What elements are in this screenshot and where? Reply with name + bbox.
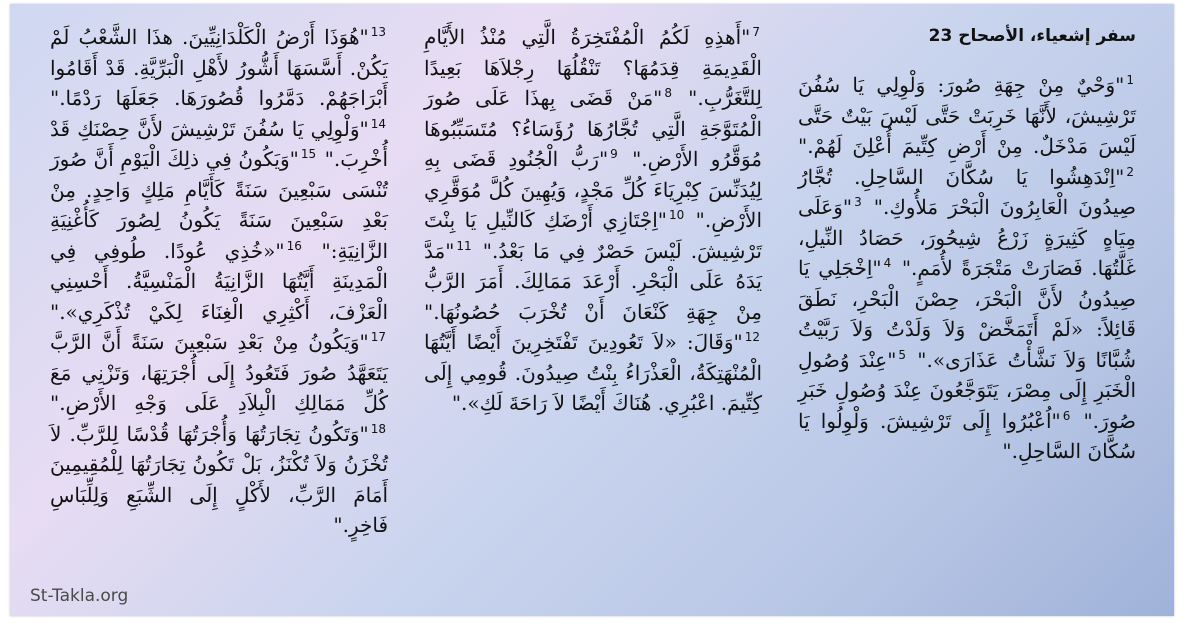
text-column-right: [798, 70, 1136, 610]
verse-number: 12: [744, 330, 760, 345]
verse-number: 18: [370, 421, 386, 436]
chapter-title: سفر إشعياء، الأصحاح 23: [928, 26, 1136, 46]
verse-number: 11: [456, 238, 472, 253]
verse-number: 9: [610, 147, 618, 162]
verse-number: 13: [370, 25, 386, 40]
verse-number: 7: [752, 25, 760, 40]
verse-text: "وَلْوِلِي يَا سُفُنَ تَرْشِيشَ لأَنَّ حِصْنَكِ قَدْ أُخْرِبَ.": [50, 116, 388, 171]
verse-text: "اِنْدَهِشُوا يَا سُكَّانَ السَّاحِلِ. تُجَّارُ صِيدُونَ الْعَابِرُونَ الْبَحْرَ مَلأُوكِ.": [798, 164, 1137, 219]
chapter-card: [10, 4, 1174, 616]
verse-text: "وَحْيٌ مِنْ جِهَةِ صُورَ: وَلْوِلِي يَا سُفُنَ تَرْشِيشَ، لأَنَّهَا خَرِبَتْ حَتَّى لَيْسَ بَيْتٌ حَتَّى لَيْسَ مَدْخَلٌ. مِنْ أَرْضِ كِتِّيمَ أُعْلِنَ لَهُمْ.": [798, 73, 1136, 158]
verse-number: 1: [1126, 73, 1134, 88]
verse-text: "أَهذِهِ لَكُمُ الْمُفْتَخِرَةُ الَّتِي مُنْذُ الأَيَّامِ الْقَدِيمَةِ قِدَمُهَا؟ تَنْقُلُهَا رِجْلاَهَا بَعِيدًا لِلتَّغَرُّبِ.": [424, 25, 762, 110]
verse-text: "«خُذِي عُودًا. طُوفِي فِي الْمَدِينَةِ أَيَّتُهَا الزَّانِيَةُ الْمَنْسِيَّةُ. أَحْسِنِي الْعَزْفَ، أَكْثِرِي الْغِنَاءَ لِكَيْ تُذْكَرِي».": [50, 238, 388, 324]
verse-text: "وَيَكُونُ فِي ذلِكَ الْيَوْمِ أَنَّ صُورَ تُنْسَى سَبْعِينَ سَنَةً كَأَيَّامِ مَلِكٍ وَاحِدٍ. مِنْ بَعْدِ سَبْعِينَ سَنَةً يَكُونُ لِصُورَ كَأُغْنِيَةِ الزَّانِيَةِ:": [50, 147, 389, 263]
text-column-middle: [424, 22, 762, 612]
verse-text: "اِجْتَازِي أَرْضَكِ كَالنِّيلِ يَا بِنْتَ تَرْشِيشَ. لَيْسَ حَصْرٌ فِي مَا بَعْدُ.": [424, 208, 762, 263]
text-column-left: [50, 22, 388, 612]
verse-text: "عِنْدَ وُصُولِ الْخَبَرِ إِلَى مِصْرَ، يَتَوَجَّعُونَ عِنْدَ وُصُولِ خَبَرِ صُورَ.": [798, 347, 1137, 433]
site-watermark: St-Takla.org: [30, 586, 129, 606]
verse-number: 4: [883, 256, 892, 271]
verse-text: "وَقَالَ: «لاَ تَعُودِينَ تَفْتَخِرِينَ أَيْضًا أَيَّتُهَا الْمُنْهَتِكَةُ، الْعَذْرَاءُ بِنْتُ صِيدُونَ. قُومِي إِلَى كِتِّيمَ. اعْبُرِي. هُنَاكَ أَيْضًا لاَ رَاحَةَ لَكِ».": [424, 330, 762, 415]
verse-paragraph: [798, 70, 1136, 467]
verse-text: "اِخْجَلِي يَا صِيدُونُ لأَنَّ الْبَحْرَ، حِصْنَ الْبَحْرِ، نَطَقَ قَائِلاً: «لَمْ أَتَمَخَّضْ وَلاَ وَلَدْتُ وَلاَ رَبَّيْتُ شُبَّانًا وَلاَ نَشَّأْتُ عَذَارَى».": [798, 256, 1137, 372]
verse-number: 14: [370, 116, 386, 131]
verse-text: "رَبُّ الْجُنُودِ قَضَى بِهِ لِيُدَنِّسَ كِبْرِيَاءَ كُلِّ مَجْدٍ، وَيُهِينَ كُلَّ مُوَقَّرِي الأَرْضِ.": [424, 147, 763, 232]
verse-paragraph: [50, 22, 388, 541]
verse-number: 10: [668, 208, 685, 223]
verse-number: 17: [370, 330, 386, 345]
verse-number: 3: [854, 195, 862, 210]
verse-number: 8: [664, 86, 673, 101]
verse-text: "مَنْ قَضَى بِهذَا عَلَى صُورَ الْمُتَوَّجَةِ الَّتِي تُجَّارُهَا رُؤَسَاءُ؟ مُتَسَبِّبُوهَا مُوَقَّرُو الأَرْضِ.": [424, 86, 762, 171]
verse-text: "هُوَذَا أَرْضُ الْكَلْدَانِيِّينَ. هذَا الشَّعْبُ لَمْ يَكُنْ. أَسَّسَهَا أَشُّورُ لأَهْلِ الْبَرِّيَّةِ. قَدْ أَقَامُوا أَبْرَاجَهُمْ. دَمَّرُوا قُصُورَهَا. جَعَلَهَا رَدْمًا.": [50, 25, 388, 110]
verse-number: 2: [1126, 164, 1134, 179]
verse-text: "وَتَكُونُ تِجَارَتُهَا وَأُجْرَتُهَا قُدْسًا لِلرَّبِّ. لاَ تُخْزَنُ وَلاَ تُكْنَزُ، بَلْ تَكُونُ تِجَارَتُهَا لِلْمُقِيمِينَ أَمَامَ الرَّبِّ، لأَكْلٍ إِلَى الشِّبَعِ وَلِلِّبَاسِ فَاخِرٍ.": [50, 421, 388, 537]
verse-number: 6: [1062, 408, 1071, 423]
verse-text: "وَعَلَى مِيَاهٍ كَثِيرَةٍ زَرْعُ شِيحُورَ، حَصَادُ النِّيلِ، غَلَّتُهَا. فَصَارَتْ مَتْجَرَةً لأُمَمٍ.": [798, 195, 1137, 280]
verse-paragraph: [424, 22, 762, 419]
verse-number: 16: [286, 238, 302, 253]
verse-number: 5: [898, 347, 907, 362]
verse-text: "اُعْبُرُوا إِلَى تَرْشِيشَ. وَلْوِلُوا يَا سُكَّانَ السَّاحِلِ.": [798, 408, 1136, 463]
verse-text: "وَيَكُونُ مِنْ بَعْدِ سَبْعِينَ سَنَةً أَنَّ الرَّبَّ يَتَعَهَّدُ صُورَ فَتَعُودُ إِلَى أُجْرَتِهَا، وَتَزْنِي مَعَ كُلِّ مَمَالِكِ الْبِلاَدِ عَلَى وَجْهِ الأَرْضِ.": [50, 330, 388, 415]
verse-number: 15: [300, 147, 317, 162]
verse-text: "مَدَّ يَدَهُ عَلَى الْبَحْرِ. أَرْعَدَ مَمَالِكَ. أَمَرَ الرَّبُّ مِنْ جِهَةِ كَنْعَانَ أَنْ تُخْرَبَ حُصُونُهَا.": [424, 238, 762, 324]
